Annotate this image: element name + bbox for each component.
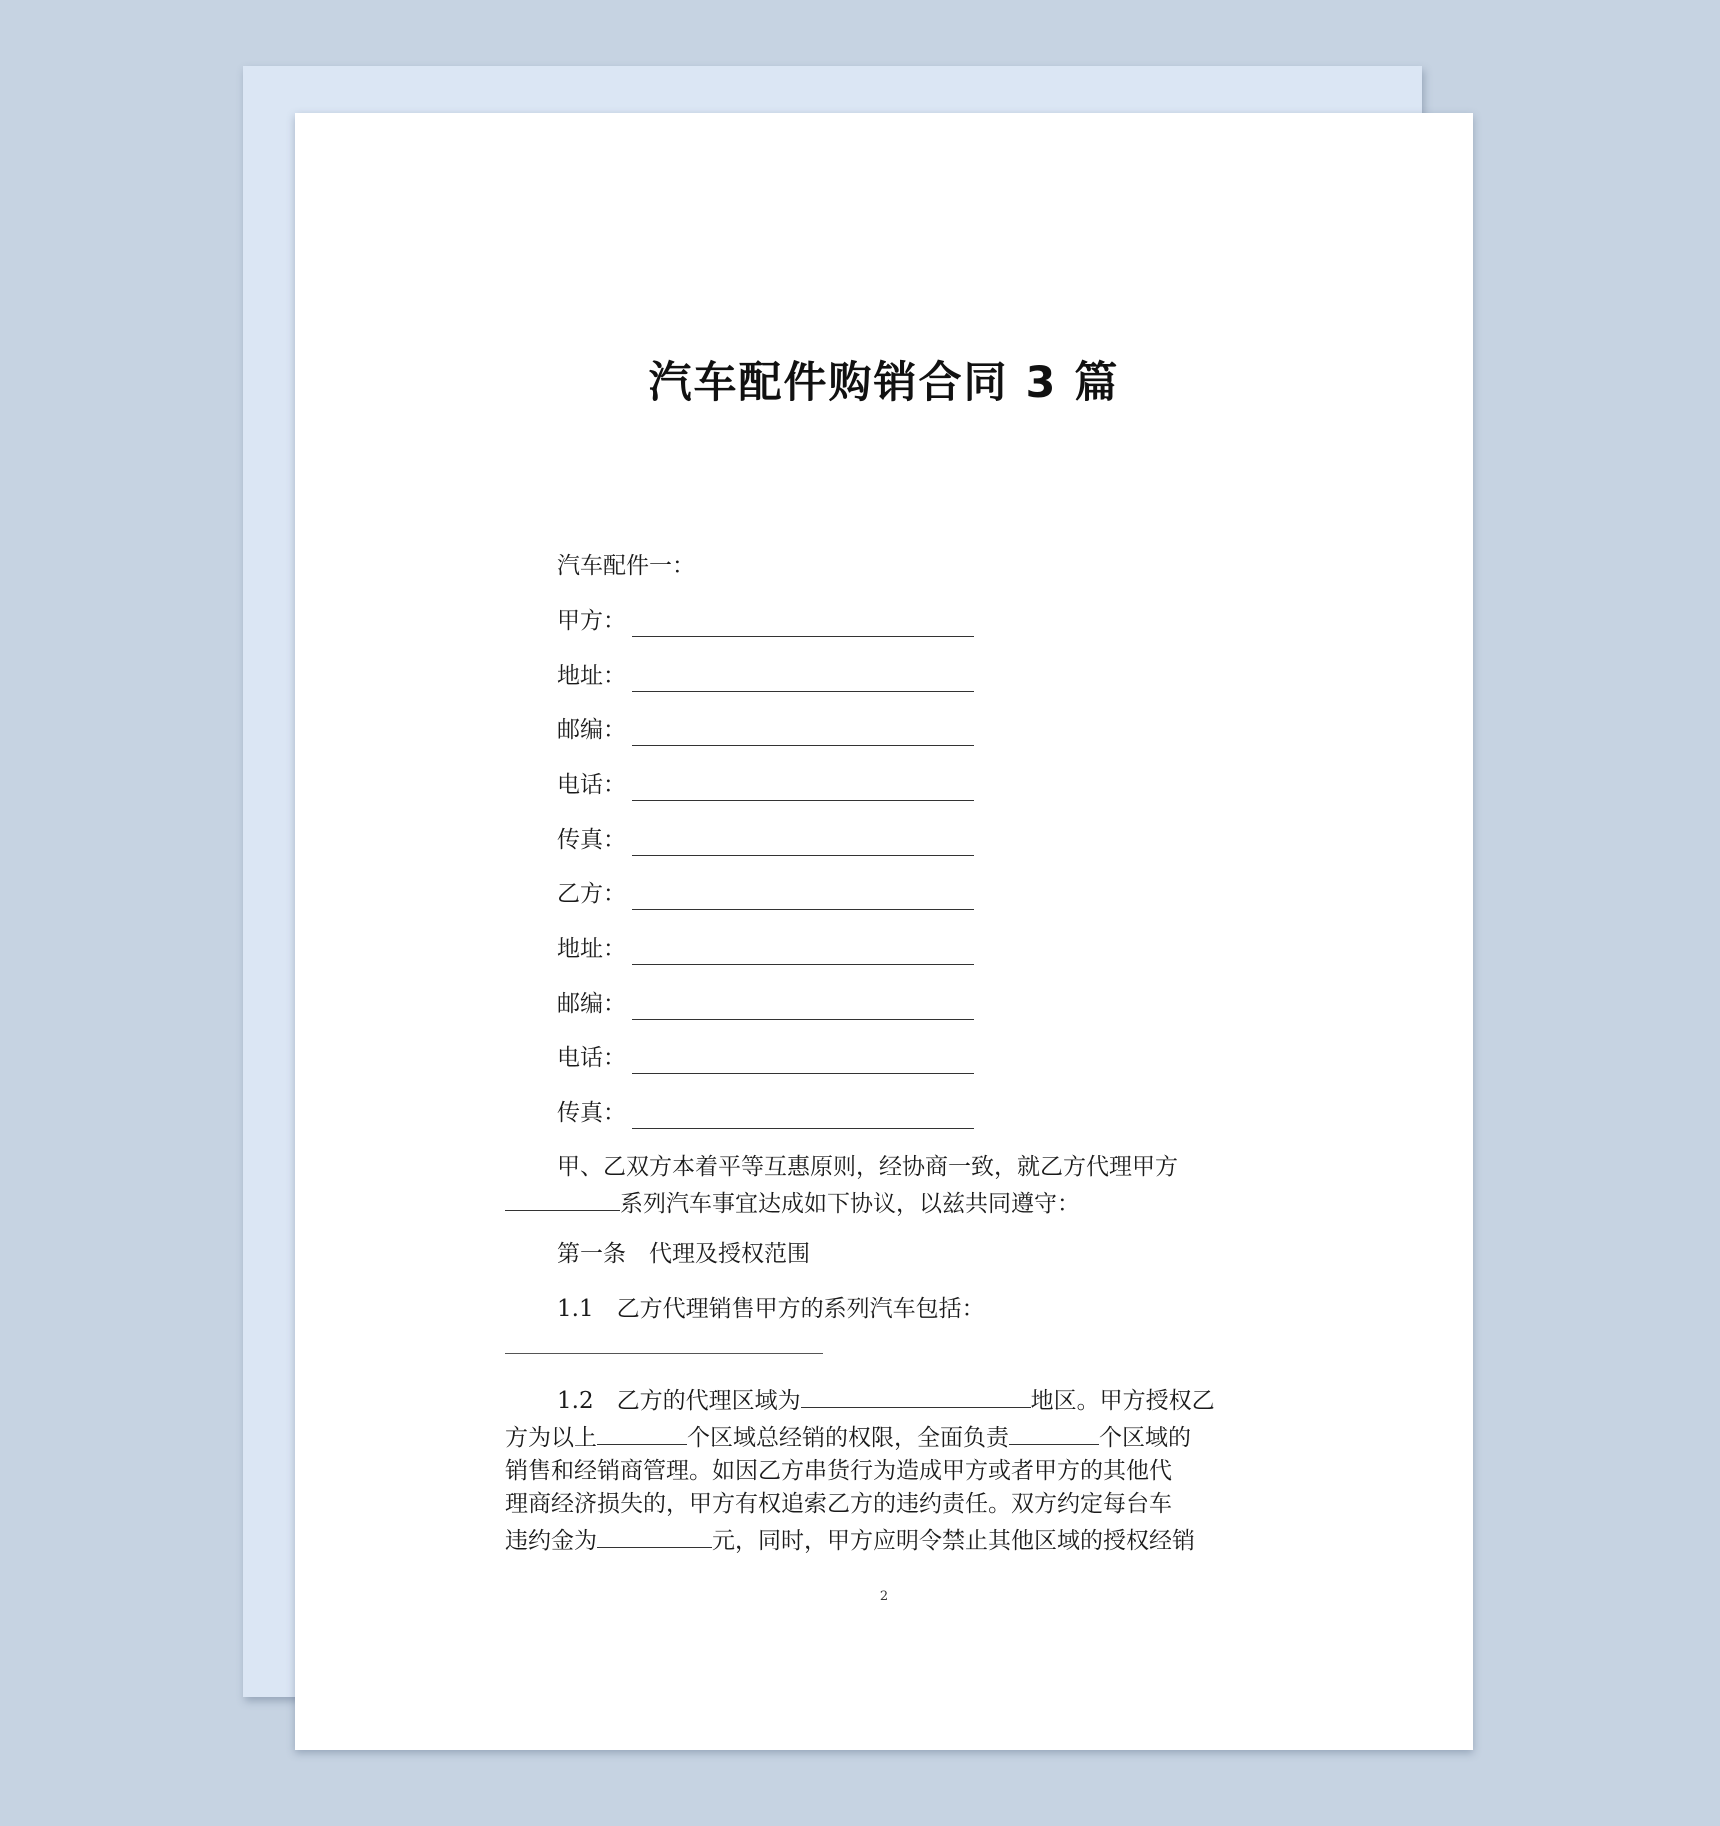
party-a-phone-field (557, 769, 626, 802)
fill-in-line (632, 745, 974, 746)
fill-in-line (632, 855, 974, 856)
clause-1-1: 1.1 乙方代理销售甲方的系列汽车包括： (557, 1296, 985, 1322)
fill-in-line (632, 691, 974, 692)
clause-text: 元，同时，甲方应明令禁止其他区域的授权经销 (712, 1528, 1195, 1554)
fill-in-line (632, 964, 974, 965)
intro-line-2 (505, 1184, 1265, 1221)
clause-1-2-row-4: 理商经济损失的，甲方有权追索乙方的违约责任。双方约定每台车 (505, 1491, 1172, 1517)
fill-in-blank (505, 1184, 620, 1211)
field-label: 传真： (557, 1100, 626, 1126)
field-label: 电话： (557, 1045, 626, 1071)
document-page (295, 113, 1473, 1750)
clause-text: 方为以上 (505, 1425, 597, 1451)
fill-in-line (632, 1073, 974, 1074)
fill-in-line (632, 636, 974, 637)
section-heading: 汽车配件一： (557, 553, 695, 579)
page-number: 2 (879, 1589, 889, 1604)
party-b-address-field (557, 933, 626, 966)
party-a-postcode-field (557, 714, 626, 747)
clause-1-2-row-2 (505, 1418, 1265, 1455)
field-label: 邮编： (557, 991, 626, 1017)
clause-1-2-row-1 (505, 1381, 1265, 1418)
intro-line-2-text: 系列汽车事宜达成如下协议，以兹共同遵守： (620, 1191, 1080, 1217)
document-title: 汽车配件购销合同 3 篇 (648, 358, 1120, 408)
field-label: 乙方： (557, 881, 626, 907)
fill-in-blank (597, 1521, 712, 1548)
intro-paragraph (505, 1151, 1265, 1221)
party-b-fax-field (557, 1097, 626, 1130)
clause-text: 地区。甲方授权乙 (1030, 1388, 1215, 1414)
clause-text: 个区域的 (1099, 1425, 1191, 1451)
fill-in-blank (597, 1418, 687, 1445)
field-label: 传真： (557, 827, 626, 853)
party-a-field (557, 605, 626, 638)
clause-1-2-row-5 (505, 1521, 1265, 1558)
intro-line-1: 甲、乙双方本着平等互惠原则，经协商一致，就乙方代理甲方 (557, 1154, 1178, 1180)
clause-text: 违约金为 (505, 1528, 597, 1554)
fill-in-line (632, 1019, 974, 1020)
clause-1-2-row-3: 销售和经销商管理。如因乙方串货行为造成甲方或者甲方的其他代 (505, 1458, 1172, 1484)
fill-in-line (505, 1353, 823, 1354)
party-b-field (557, 878, 626, 911)
field-label: 甲方： (557, 608, 626, 634)
party-a-address-field (557, 660, 626, 693)
article-1-heading: 第一条 代理及授权范围 (557, 1241, 810, 1267)
clause-text: 1.2 乙方的代理区域为 (557, 1388, 801, 1414)
party-a-fax-field (557, 824, 626, 857)
field-label: 电话： (557, 772, 626, 798)
field-label: 地址： (557, 936, 626, 962)
fill-in-blank (1009, 1418, 1099, 1445)
fill-in-line (632, 909, 974, 910)
field-label: 邮编： (557, 717, 626, 743)
party-b-postcode-field (557, 988, 626, 1021)
fill-in-blank (801, 1381, 1031, 1408)
clause-text: 个区域总经销的权限，全面负责 (687, 1425, 1009, 1451)
clause-1-2 (505, 1381, 1265, 1558)
field-label: 地址： (557, 663, 626, 689)
fill-in-line (632, 800, 974, 801)
fill-in-line (632, 1128, 974, 1129)
party-b-phone-field (557, 1042, 626, 1075)
